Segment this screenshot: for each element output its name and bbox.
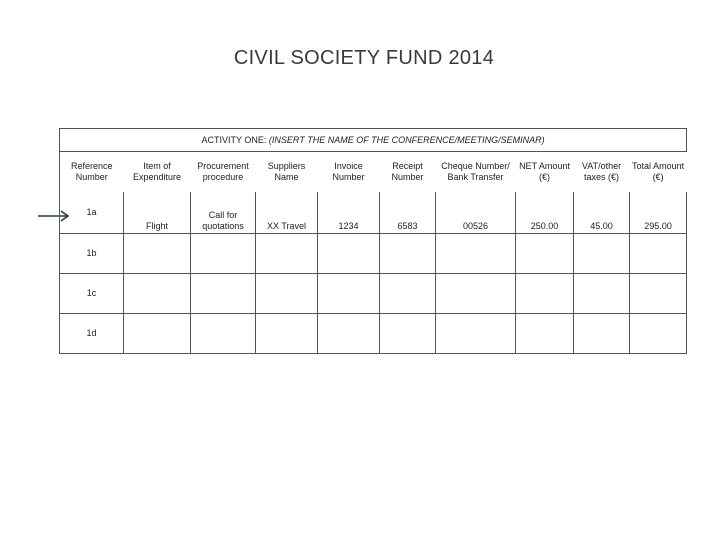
cheque-cell (436, 234, 516, 274)
reference-cell: 1c (60, 274, 124, 314)
total-amount-cell (630, 314, 687, 354)
vat-cell (574, 314, 630, 354)
total-amount-cell (630, 234, 687, 274)
cheque-cell (436, 274, 516, 314)
table-row (60, 192, 687, 234)
procedure-cell (191, 274, 256, 314)
total-amount-cell: 295.00 (630, 192, 687, 234)
vat-cell (574, 274, 630, 314)
supplier-cell (256, 274, 318, 314)
invoice-cell (318, 234, 380, 274)
page-title: CIVIL SOCIETY FUND 2014 (233, 47, 495, 69)
receipt-cell (380, 274, 436, 314)
net-amount-cell (516, 234, 574, 274)
invoice-cell (318, 274, 380, 314)
header-item-of-expenditure: Item of Expenditure (132, 161, 182, 182)
supplier-cell: XX Travel (256, 192, 318, 234)
invoice-cell: 1234 (318, 192, 380, 234)
reference-cell: 1d (60, 314, 124, 354)
receipt-cell (380, 314, 436, 354)
header-total-amount: Total Amount (€) (632, 161, 685, 182)
vat-cell: 45.00 (574, 192, 630, 234)
vat-cell (574, 234, 630, 274)
supplier-cell (256, 234, 318, 274)
item-cell (124, 274, 191, 314)
table-row (60, 234, 687, 274)
item-cell (124, 234, 191, 274)
header-receipt-number: Receipt Number (391, 161, 424, 182)
total-amount-cell (630, 274, 687, 314)
column-header-row (60, 152, 687, 193)
net-amount-cell (516, 274, 574, 314)
table-row (60, 274, 687, 314)
activity-banner (60, 129, 687, 152)
header-net-amount: NET Amount (€) (519, 161, 570, 182)
table-row (60, 314, 687, 354)
net-amount-cell: 250.00 (516, 192, 574, 234)
item-cell (124, 314, 191, 354)
item-cell: Flight (124, 192, 191, 234)
activity-banner-row (60, 129, 687, 152)
cheque-cell (436, 314, 516, 354)
procedure-cell (191, 234, 256, 274)
cheque-cell: 00526 (436, 192, 516, 234)
header-cheque-bank-transfer: Cheque Number/ Bank Transfer (441, 161, 510, 182)
receipt-cell (380, 234, 436, 274)
reference-cell: 1b (60, 234, 124, 274)
header-reference-number: Reference Number (60, 152, 124, 193)
header-procurement-procedure: Procurement procedure (197, 161, 249, 182)
procedure-cell: Call for quotations (191, 192, 256, 234)
expenditure-table (59, 128, 687, 354)
activity-instruction: (INSERT THE NAME OF THE CONFERENCE/MEETING/SEMINAR) (268, 134, 545, 145)
procedure-cell (191, 314, 256, 354)
net-amount-cell (516, 314, 574, 354)
supplier-cell (256, 314, 318, 354)
invoice-cell (318, 314, 380, 354)
header-invoice-number: Invoice Number (332, 161, 365, 182)
header-suppliers-name: Suppliers Name (267, 161, 306, 182)
receipt-cell: 6583 (380, 192, 436, 234)
header-vat-other-taxes: VAT/other taxes (€) (581, 161, 622, 182)
reference-cell: 1a (60, 192, 124, 234)
activity-label: ACTIVITY ONE: (201, 134, 269, 145)
